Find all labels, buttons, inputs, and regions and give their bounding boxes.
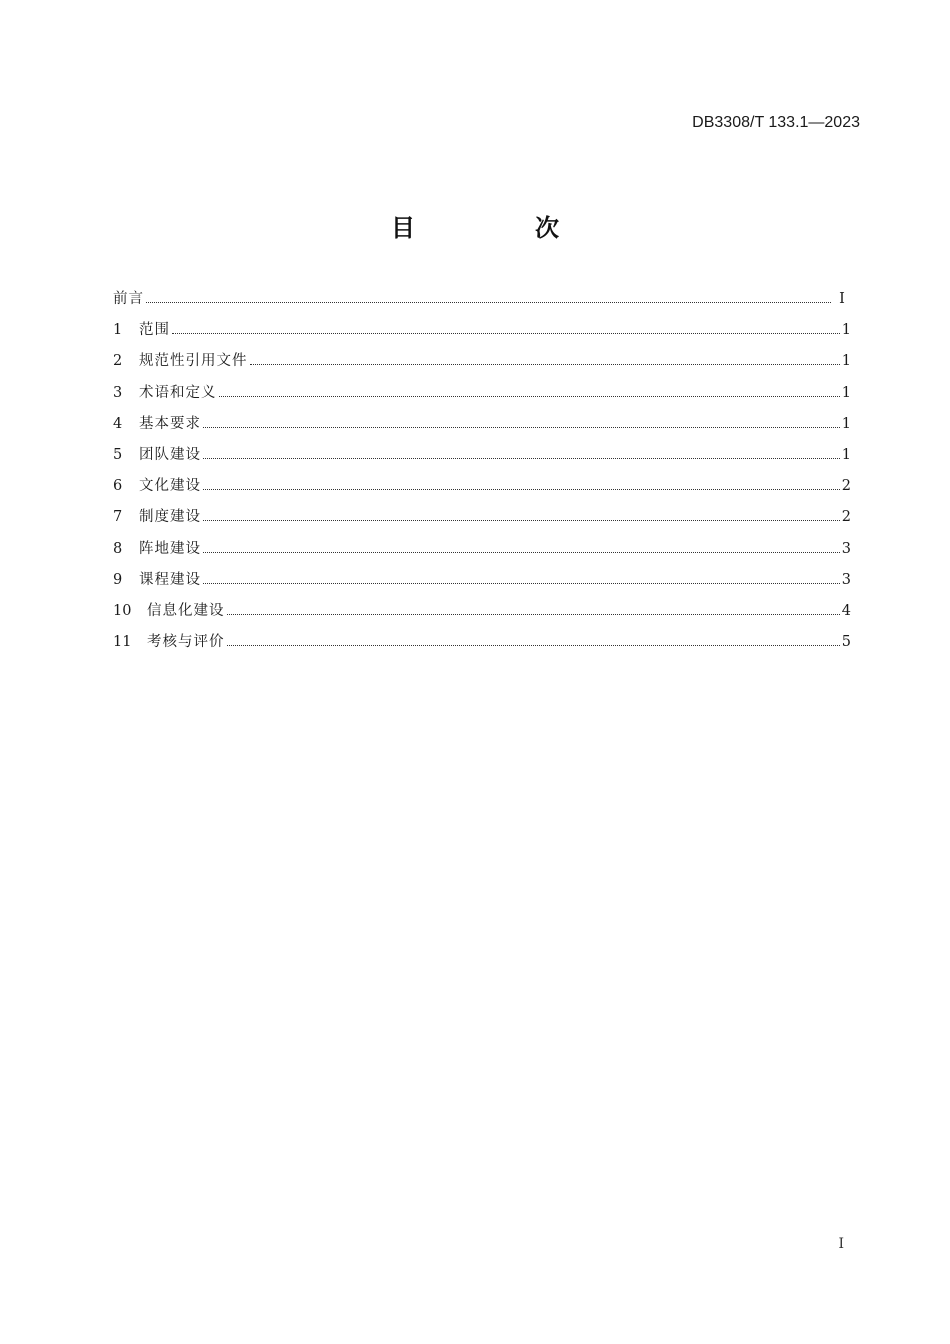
toc-item-text: 考核与评价 <box>147 634 225 651</box>
toc-item-text: 基本要求 <box>139 415 201 432</box>
toc-item-page: 1 <box>841 446 851 463</box>
toc-item-foreword[interactable] <box>113 289 851 320</box>
toc-item-number: 4 <box>113 415 123 432</box>
toc-item-text: 团队建设 <box>139 446 201 463</box>
toc-leader <box>203 457 840 459</box>
toc-item-number: 11 <box>113 634 132 651</box>
toc-item-text: 前言 <box>113 291 144 307</box>
toc-item-7[interactable] <box>113 507 851 538</box>
toc-item-number: 8 <box>113 540 123 557</box>
toc-item-page: 3 <box>841 540 851 557</box>
toc-item-11[interactable] <box>113 632 851 663</box>
toc-item-page: 1 <box>841 415 851 432</box>
toc-leader <box>227 644 840 646</box>
toc-item-8[interactable] <box>113 539 851 570</box>
toc-item-text: 规范性引用文件 <box>139 353 248 370</box>
toc-item-page: 2 <box>841 509 851 526</box>
toc-leader <box>219 395 840 397</box>
page-title: 目 次 <box>391 214 607 242</box>
page-number: I <box>838 1236 844 1252</box>
toc-leader <box>203 551 840 553</box>
toc-leader <box>203 519 840 521</box>
toc-item-text: 术语和定义 <box>139 384 217 401</box>
toc-item-page: I <box>839 291 845 307</box>
toc-item-text: 阵地建设 <box>139 540 201 557</box>
toc-leader <box>172 332 840 334</box>
toc-item-6[interactable] <box>113 476 851 507</box>
toc-item-page: 4 <box>841 602 851 619</box>
toc-leader <box>203 582 840 584</box>
toc-item-text: 范围 <box>139 322 170 339</box>
standard-code: DB3308/T 133.1—2023 <box>692 114 860 131</box>
toc-item-page: 5 <box>841 634 851 651</box>
table-of-contents <box>113 289 851 663</box>
toc-item-9[interactable] <box>113 570 851 601</box>
toc-item-10[interactable] <box>113 601 851 632</box>
toc-item-page: 2 <box>841 478 851 495</box>
toc-leader <box>250 363 840 365</box>
toc-item-page: 1 <box>841 322 851 339</box>
toc-item-page: 1 <box>841 353 851 370</box>
toc-item-text: 文化建设 <box>139 478 201 495</box>
toc-leader <box>146 301 831 303</box>
toc-item-number: 10 <box>113 602 132 619</box>
toc-item-3[interactable] <box>113 383 851 414</box>
toc-leader <box>203 488 840 490</box>
toc-item-page: 3 <box>841 571 851 588</box>
toc-item-1[interactable] <box>113 320 851 351</box>
toc-item-5[interactable] <box>113 445 851 476</box>
toc-item-number: 3 <box>113 384 123 401</box>
toc-item-number: 6 <box>113 478 123 495</box>
toc-item-text: 信息化建设 <box>147 602 225 619</box>
toc-item-text: 制度建设 <box>139 509 201 526</box>
toc-leader <box>227 613 840 615</box>
toc-item-page: 1 <box>841 384 851 401</box>
toc-item-text: 课程建设 <box>139 571 201 588</box>
toc-item-4[interactable] <box>113 414 851 445</box>
toc-item-number: 1 <box>113 322 123 339</box>
toc-item-number: 5 <box>113 446 123 463</box>
toc-item-number: 9 <box>113 571 123 588</box>
toc-item-number: 2 <box>113 353 123 370</box>
toc-item-2[interactable] <box>113 351 851 382</box>
toc-leader <box>203 426 840 428</box>
toc-item-number: 7 <box>113 509 123 526</box>
